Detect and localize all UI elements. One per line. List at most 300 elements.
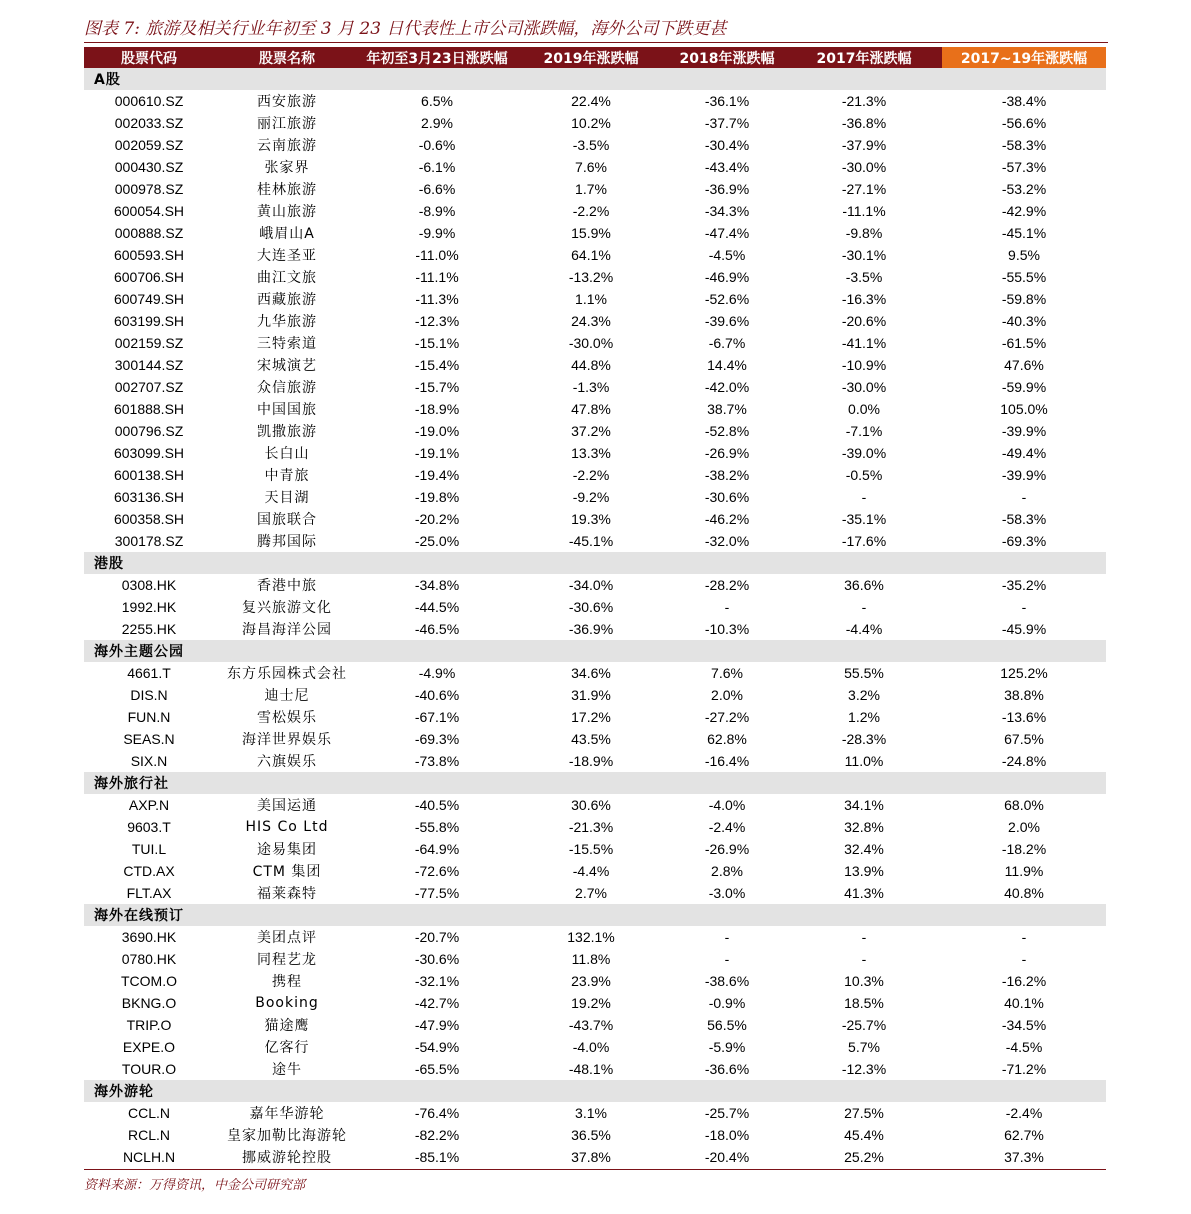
change-2018-cell: -47.4% <box>704 225 750 241</box>
section-filler-cell <box>214 552 360 574</box>
change-2018-cell: -6.7% <box>708 335 746 351</box>
section-filler-cell <box>786 552 942 574</box>
table-row <box>84 310 1106 332</box>
table-row <box>84 464 1106 486</box>
stock-name-cell: 凯撒旅游 <box>257 424 317 440</box>
table-row <box>84 1058 1106 1080</box>
change-2017-19-cell: -42.9% <box>1001 203 1047 219</box>
stock-performance-table <box>84 47 1106 1168</box>
stock-code-cell: 600749.SH <box>113 291 185 307</box>
table-row <box>84 90 1106 112</box>
change-2017-19-cell: -53.2% <box>1001 181 1047 197</box>
table-row <box>84 706 1106 728</box>
stock-name-cell: 美团点评 <box>257 930 317 946</box>
change-2017-19-cell: 47.6% <box>1004 357 1044 373</box>
ytd-change-cell: -69.3% <box>414 731 460 747</box>
section-filler-cell <box>214 640 360 662</box>
change-2017-cell: 27.5% <box>844 1105 884 1121</box>
section-title: 海外主题公园 <box>84 640 214 662</box>
table-row <box>84 1014 1106 1036</box>
change-2019-cell: -36.9% <box>568 621 614 637</box>
stock-name-cell: 携程 <box>272 974 302 990</box>
change-2017-19-cell: 2.0% <box>1008 819 1040 835</box>
stock-code-cell: EXPE.O <box>122 1039 176 1055</box>
ytd-change-cell: -25.0% <box>414 533 460 549</box>
change-2019-cell: -18.9% <box>568 753 614 769</box>
stock-name-cell: 腾邦国际 <box>257 534 317 550</box>
stock-code-cell: SIX.N <box>130 753 168 769</box>
stock-code-cell: NCLH.N <box>122 1149 176 1165</box>
change-2017-cell: -12.3% <box>841 1061 887 1077</box>
change-2017-cell: -11.1% <box>842 203 886 219</box>
stock-name-cell: 复兴旅游文化 <box>242 600 332 616</box>
section-filler-cell <box>942 68 1106 90</box>
table-row <box>84 1124 1106 1146</box>
stock-code-cell: BKNG.O <box>121 995 177 1011</box>
change-2017-19-cell: -38.4% <box>1001 93 1047 109</box>
change-2018-cell: 14.4% <box>707 357 747 373</box>
section-title: A股 <box>84 68 214 90</box>
change-2018-cell: -38.2% <box>704 467 750 483</box>
ytd-change-cell: -6.6% <box>418 181 456 197</box>
section-filler-cell <box>668 904 786 926</box>
change-2018-cell: 38.7% <box>707 401 747 417</box>
change-2018-cell: 2.0% <box>711 687 743 703</box>
stock-code-cell: 600138.SH <box>113 467 185 483</box>
ytd-change-cell: -64.9% <box>414 841 460 857</box>
stock-code-cell: FUN.N <box>127 709 171 725</box>
change-2019-cell: 24.3% <box>571 313 611 329</box>
stock-code-cell: 300178.SZ <box>114 533 184 549</box>
table-row <box>84 882 1106 904</box>
stock-name-cell: 雪松娱乐 <box>257 710 317 726</box>
section-filler-cell <box>786 640 942 662</box>
stock-code-cell: SEAS.N <box>123 731 175 747</box>
change-2019-cell: 1.7% <box>575 181 607 197</box>
stock-code-cell: 603199.SH <box>113 313 185 329</box>
section-filler-cell <box>786 1080 942 1102</box>
stock-code-cell: CCL.N <box>127 1105 170 1121</box>
table-row <box>84 662 1106 684</box>
stock-name-cell: 海洋世界娱乐 <box>242 732 332 748</box>
change-2017-cell: -27.1% <box>841 181 887 197</box>
change-2019-cell: 37.8% <box>571 1149 611 1165</box>
ytd-change-cell: 2.9% <box>421 115 453 131</box>
section-title: 海外在线预订 <box>84 904 214 926</box>
change-2018-cell: -3.0% <box>708 885 746 901</box>
change-2017-cell: -36.8% <box>841 115 887 131</box>
stock-code-cell: 600706.SH <box>113 269 185 285</box>
table-row <box>84 926 1106 948</box>
change-2018-cell: -25.7% <box>704 1105 750 1121</box>
stock-name-cell: 亿客行 <box>264 1040 310 1056</box>
change-2018-cell: -5.9% <box>708 1039 746 1055</box>
ytd-change-cell: -11.3% <box>415 291 459 307</box>
change-2019-cell: 37.2% <box>571 423 611 439</box>
change-2019-cell: 11.8% <box>571 951 611 967</box>
section-filler-cell <box>360 1080 514 1102</box>
change-2018-cell: -37.7% <box>704 115 750 131</box>
table-header-row <box>84 47 1106 68</box>
change-2017-19-cell: 9.5% <box>1008 247 1040 263</box>
section-filler-cell <box>668 640 786 662</box>
ytd-change-cell: -9.9% <box>418 225 456 241</box>
ytd-change-cell: -19.0% <box>414 423 460 439</box>
ytd-change-cell: -82.2% <box>414 1127 460 1143</box>
section-filler-cell <box>514 68 668 90</box>
stock-code-cell: 000430.SZ <box>114 159 184 175</box>
change-2019-cell: -2.2% <box>572 203 610 219</box>
change-2017-cell: -10.9% <box>841 357 887 373</box>
change-2018-cell: 7.6% <box>711 665 743 681</box>
table-row <box>84 398 1106 420</box>
ytd-change-cell: -73.8% <box>414 753 460 769</box>
stock-code-cell: 000610.SZ <box>114 93 184 109</box>
stock-name-cell: 长白山 <box>264 446 310 462</box>
change-2017-cell: -20.6% <box>841 313 887 329</box>
stock-name-cell: 海昌海洋公园 <box>242 622 332 638</box>
change-2019-cell: -2.2% <box>572 467 610 483</box>
change-2018-cell: -46.9% <box>704 269 750 285</box>
change-2017-cell: 18.5% <box>844 995 884 1011</box>
change-2017-cell: - <box>861 599 867 615</box>
change-2018-cell: -36.9% <box>704 181 750 197</box>
change-2017-19-cell: -58.3% <box>1001 511 1047 527</box>
ytd-change-cell: -8.9% <box>418 203 456 219</box>
table-row <box>84 992 1106 1014</box>
change-2017-19-cell: 62.7% <box>1004 1127 1044 1143</box>
stock-name-cell: 云南旅游 <box>257 138 317 154</box>
ytd-change-cell: -11.0% <box>415 247 459 263</box>
ytd-change-cell: -15.1% <box>414 335 460 351</box>
ytd-change-cell: -40.6% <box>414 687 460 703</box>
change-2018-cell: -32.0% <box>704 533 750 549</box>
ytd-change-cell: -34.8% <box>414 577 460 593</box>
ytd-change-cell: -19.1% <box>414 445 460 461</box>
ytd-change-cell: -15.7% <box>414 379 460 395</box>
change-2017-cell: 34.1% <box>844 797 884 813</box>
table-row <box>84 486 1106 508</box>
ytd-change-cell: -4.9% <box>418 665 456 681</box>
change-2019-cell: 10.2% <box>571 115 611 131</box>
change-2019-cell: 1.1% <box>575 291 607 307</box>
stock-name-cell: 黄山旅游 <box>257 204 317 220</box>
stock-name-cell: Booking <box>255 995 319 1011</box>
stock-code-cell: TRIP.O <box>126 1017 172 1033</box>
change-2019-cell: 44.8% <box>571 357 611 373</box>
change-2019-cell: 22.4% <box>571 93 611 109</box>
change-2019-cell: -4.0% <box>572 1039 610 1055</box>
change-2017-cell: -7.1% <box>845 423 883 439</box>
change-2017-19-cell: 40.8% <box>1004 885 1044 901</box>
stock-code-cell: CTD.AX <box>123 863 175 879</box>
table-row <box>84 794 1106 816</box>
change-2018-cell: -46.2% <box>704 511 750 527</box>
ytd-change-cell: -19.4% <box>414 467 460 483</box>
table-row <box>84 1146 1106 1168</box>
change-2017-cell: 0.0% <box>848 401 880 417</box>
change-2017-19-cell: -59.8% <box>1001 291 1047 307</box>
change-2018-cell: -43.4% <box>704 159 750 175</box>
change-2017-cell: 25.2% <box>844 1149 884 1165</box>
ytd-change-cell: -85.1% <box>414 1149 460 1165</box>
stock-name-cell: 峨眉山A <box>259 226 315 242</box>
table-row <box>84 200 1106 222</box>
stock-code-cell: DIS.N <box>130 687 168 703</box>
table-row <box>84 948 1106 970</box>
section-filler-cell <box>942 904 1106 926</box>
stock-name-cell: 迪士尼 <box>264 688 310 704</box>
change-2019-cell: 47.8% <box>571 401 611 417</box>
change-2018-cell: -30.4% <box>704 137 750 153</box>
change-2017-19-cell: -16.2% <box>1001 973 1047 989</box>
section-title: 海外游轮 <box>84 1080 214 1102</box>
stock-name-cell: 中国国旅 <box>257 402 317 418</box>
table-row <box>84 596 1106 618</box>
ytd-change-cell: -6.1% <box>418 159 456 175</box>
change-2017-cell: 1.2% <box>848 709 880 725</box>
change-2017-cell: -39.0% <box>841 445 887 461</box>
section-filler-cell <box>668 552 786 574</box>
change-2019-cell: -21.3% <box>568 819 614 835</box>
change-2017-19-cell: -34.5% <box>1001 1017 1047 1033</box>
ytd-change-cell: -76.4% <box>414 1105 460 1121</box>
change-2017-19-cell: -69.3% <box>1001 533 1047 549</box>
table-row <box>84 838 1106 860</box>
section-filler-cell <box>786 772 942 794</box>
stock-name-cell: 东方乐园株式会社 <box>227 666 347 682</box>
change-2019-cell: -30.0% <box>568 335 614 351</box>
ytd-change-cell: -42.7% <box>414 995 460 1011</box>
change-2017-19-cell: 40.1% <box>1004 995 1044 1011</box>
change-2017-19-cell: -4.5% <box>1005 1039 1043 1055</box>
change-2018-cell: -36.6% <box>704 1061 750 1077</box>
stock-code-cell: 0780.HK <box>121 951 177 967</box>
section-header-row <box>84 640 1106 662</box>
stock-name-cell: 皇家加勒比海游轮 <box>227 1128 347 1144</box>
change-2019-cell: -1.3% <box>572 379 610 395</box>
ytd-change-cell: -47.9% <box>414 1017 460 1033</box>
change-2017-cell: 32.4% <box>844 841 884 857</box>
section-filler-cell <box>514 1080 668 1102</box>
change-2018-cell: -28.2% <box>704 577 750 593</box>
change-2017-19-cell: 105.0% <box>1000 401 1048 417</box>
change-2019-cell: -48.1% <box>568 1061 614 1077</box>
section-title: 海外旅行社 <box>84 772 214 794</box>
change-2017-19-cell: -18.2% <box>1001 841 1047 857</box>
stock-code-cell: RCL.N <box>127 1127 170 1143</box>
stock-name-cell: 桂林旅游 <box>257 182 317 198</box>
change-2018-cell: -4.5% <box>708 247 746 263</box>
stock-name-cell: 宋城演艺 <box>257 358 317 374</box>
table-row <box>84 530 1106 552</box>
change-2017-cell: -41.1% <box>841 335 887 351</box>
ytd-change-cell: -72.6% <box>414 863 460 879</box>
change-2017-cell: -25.7% <box>841 1017 887 1033</box>
table-row <box>84 816 1106 838</box>
stock-code-cell: 1992.HK <box>121 599 177 615</box>
ytd-change-cell: -65.5% <box>414 1061 460 1077</box>
section-filler-cell <box>360 772 514 794</box>
change-2017-cell: 10.3% <box>844 973 884 989</box>
change-2017-cell: - <box>861 489 867 505</box>
section-filler-cell <box>942 552 1106 574</box>
change-2017-19-cell: - <box>1021 929 1027 945</box>
table-body <box>84 68 1106 1168</box>
change-2019-cell: 34.6% <box>571 665 611 681</box>
table-row <box>84 1036 1106 1058</box>
stock-code-cell: 601888.SH <box>113 401 185 417</box>
change-2019-cell: -34.0% <box>568 577 614 593</box>
change-2018-cell: -18.0% <box>704 1127 750 1143</box>
table-row <box>84 332 1106 354</box>
change-2017-cell: -17.6% <box>841 533 887 549</box>
change-2019-cell: 3.1% <box>575 1105 607 1121</box>
stock-name-cell: 丽江旅游 <box>257 116 317 132</box>
header-stock-code: 股票代码 <box>84 47 214 68</box>
ytd-change-cell: -46.5% <box>414 621 460 637</box>
stock-name-cell: 福莱森特 <box>257 886 317 902</box>
section-header-row <box>84 552 1106 574</box>
stock-name-cell: 三特索道 <box>257 336 317 352</box>
table-row <box>84 222 1106 244</box>
change-2017-19-cell: 67.5% <box>1004 731 1044 747</box>
header-2018-change: 2018年涨跌幅 <box>668 47 786 68</box>
change-2017-19-cell: -59.9% <box>1001 379 1047 395</box>
ytd-change-cell: -18.9% <box>414 401 460 417</box>
change-2017-19-cell: 37.3% <box>1004 1149 1044 1165</box>
change-2017-cell: 55.5% <box>844 665 884 681</box>
change-2017-19-cell: 38.8% <box>1004 687 1044 703</box>
change-2017-19-cell: -35.2% <box>1001 577 1047 593</box>
change-2017-19-cell: -61.5% <box>1001 335 1047 351</box>
change-2017-19-cell: -45.9% <box>1001 621 1047 637</box>
stock-code-cell: 0308.HK <box>121 577 177 593</box>
section-filler-cell <box>786 904 942 926</box>
change-2018-cell: -26.9% <box>704 841 750 857</box>
section-filler-cell <box>214 904 360 926</box>
change-2017-19-cell: -40.3% <box>1001 313 1047 329</box>
table-row <box>84 288 1106 310</box>
change-2019-cell: 132.1% <box>567 929 615 945</box>
ytd-change-cell: -40.5% <box>414 797 460 813</box>
change-2017-19-cell: -24.8% <box>1001 753 1047 769</box>
change-2018-cell: -34.3% <box>704 203 750 219</box>
table-row <box>84 420 1106 442</box>
ytd-change-cell: -54.9% <box>414 1039 460 1055</box>
change-2019-cell: 7.6% <box>575 159 607 175</box>
change-2018-cell: -26.9% <box>704 445 750 461</box>
change-2017-19-cell: - <box>1021 489 1027 505</box>
change-2017-cell: 45.4% <box>844 1127 884 1143</box>
stock-code-cell: 9603.T <box>127 819 171 835</box>
stock-code-cell: 000796.SZ <box>114 423 184 439</box>
section-filler-cell <box>360 904 514 926</box>
change-2019-cell: -4.4% <box>572 863 610 879</box>
change-2018-cell: -36.1% <box>704 93 750 109</box>
section-title: 港股 <box>84 552 214 574</box>
stock-code-cell: 000888.SZ <box>114 225 184 241</box>
change-2017-cell: -21.3% <box>841 93 887 109</box>
change-2018-cell: 56.5% <box>707 1017 747 1033</box>
change-2019-cell: 23.9% <box>571 973 611 989</box>
change-2019-cell: 19.2% <box>571 995 611 1011</box>
stock-code-cell: 603136.SH <box>113 489 185 505</box>
section-filler-cell <box>668 1080 786 1102</box>
section-filler-cell <box>942 640 1106 662</box>
ytd-change-cell: -32.1% <box>414 973 460 989</box>
change-2017-19-cell: -39.9% <box>1001 423 1047 439</box>
change-2017-cell: 5.7% <box>848 1039 880 1055</box>
change-2017-19-cell: -49.4% <box>1001 445 1047 461</box>
table-row <box>84 156 1106 178</box>
change-2018-cell: -4.0% <box>708 797 746 813</box>
stock-name-cell: 曲江文旅 <box>257 270 317 286</box>
change-2017-19-cell: -13.6% <box>1001 709 1047 725</box>
change-2018-cell: - <box>724 951 730 967</box>
change-2018-cell: -30.6% <box>704 489 750 505</box>
change-2019-cell: 19.3% <box>571 511 611 527</box>
ytd-change-cell: 6.5% <box>421 93 453 109</box>
change-2017-cell: -28.3% <box>841 731 887 747</box>
stock-name-cell: CTM 集团 <box>252 864 322 880</box>
stock-name-cell: 途易集团 <box>257 842 317 858</box>
change-2017-cell: -30.1% <box>841 247 887 263</box>
change-2019-cell: 43.5% <box>571 731 611 747</box>
stock-code-cell: TOUR.O <box>121 1061 177 1077</box>
stock-name-cell: HIS Co Ltd <box>245 819 329 835</box>
change-2019-cell: 36.5% <box>571 1127 611 1143</box>
stock-code-cell: TUI.L <box>131 841 167 857</box>
stock-name-cell: 猫途鹰 <box>264 1018 310 1034</box>
ytd-change-cell: -44.5% <box>414 599 460 615</box>
stock-name-cell: 西安旅游 <box>257 94 317 110</box>
ytd-change-cell: -20.7% <box>414 929 460 945</box>
table-row <box>84 178 1106 200</box>
stock-code-cell: 002059.SZ <box>114 137 184 153</box>
stock-code-cell: AXP.N <box>128 797 170 813</box>
section-filler-cell <box>514 904 668 926</box>
figure-title: 图表 7: 旅游及相关行业年初至 3 月 23 日代表性上市公司涨跌幅，海外公司下跌更甚 <box>84 19 727 39</box>
change-2017-cell: 13.9% <box>844 863 884 879</box>
change-2018-cell: -38.6% <box>704 973 750 989</box>
change-2017-cell: -37.9% <box>841 137 887 153</box>
change-2019-cell: -15.5% <box>568 841 614 857</box>
section-header-row <box>84 68 1106 90</box>
change-2018-cell: -52.6% <box>704 291 750 307</box>
change-2017-19-cell: - <box>1021 599 1027 615</box>
stock-code-cell: 002033.SZ <box>114 115 184 131</box>
change-2017-cell: 36.6% <box>844 577 884 593</box>
change-2019-cell: -43.7% <box>568 1017 614 1033</box>
change-2017-19-cell: -39.9% <box>1001 467 1047 483</box>
table-row <box>84 266 1106 288</box>
ytd-change-cell: -0.6% <box>418 137 456 153</box>
table-row <box>84 618 1106 640</box>
stock-name-cell: 途牛 <box>272 1062 302 1078</box>
change-2018-cell: 62.8% <box>707 731 747 747</box>
stock-name-cell: 国旅联合 <box>257 512 317 528</box>
stock-name-cell: 美国运通 <box>257 798 317 814</box>
ytd-change-cell: -15.4% <box>414 357 460 373</box>
ytd-change-cell: -11.1% <box>415 269 459 285</box>
stock-code-cell: 4661.T <box>127 665 171 681</box>
change-2018-cell: -27.2% <box>704 709 750 725</box>
section-filler-cell <box>668 68 786 90</box>
table-row <box>84 750 1106 772</box>
stock-code-cell: FLT.AX <box>126 885 172 901</box>
table-row <box>84 728 1106 750</box>
